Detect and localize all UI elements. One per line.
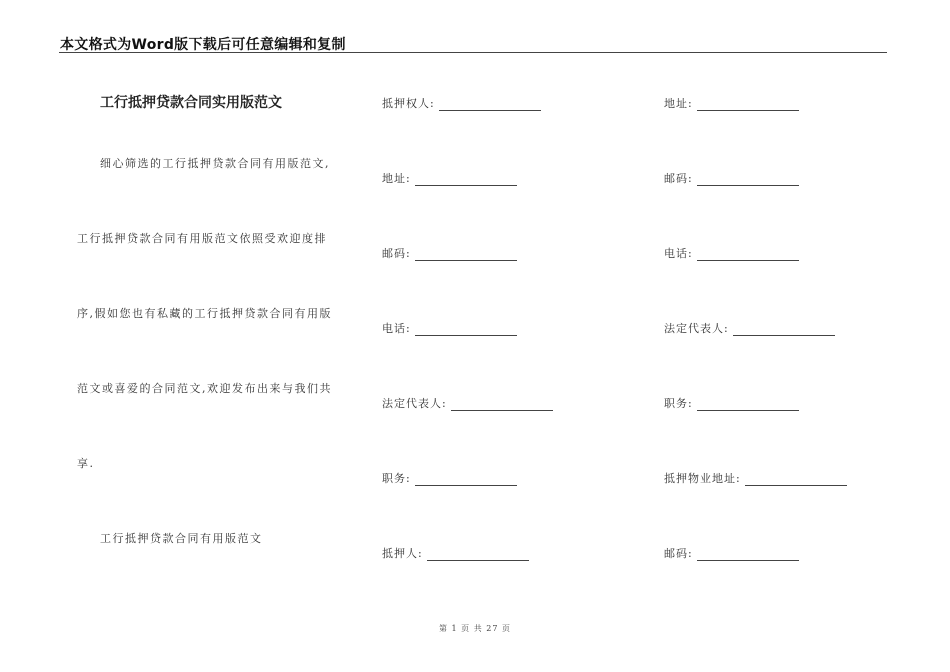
form-field (382, 320, 517, 336)
form-field (382, 395, 553, 411)
blank-line (697, 250, 799, 261)
blank-line (451, 400, 553, 411)
form-field (382, 95, 541, 111)
paragraph-line: 范文或喜爱的合同范文,欢迎发布出来与我们共 (77, 382, 332, 395)
field-label: 法定代表人: (664, 322, 729, 335)
field-label: 抵押物业地址: (664, 472, 741, 485)
field-label: 法定代表人: (382, 397, 447, 410)
section-subtitle: 工行抵押贷款合同有用版范文 (100, 532, 263, 545)
field-label: 地址: (664, 97, 693, 110)
blank-line (415, 475, 517, 486)
form-field (382, 470, 517, 486)
blank-line (697, 175, 799, 186)
header-divider (59, 52, 887, 53)
field-label: 邮码: (664, 172, 693, 185)
form-field (664, 95, 799, 111)
field-label: 邮码: (664, 547, 693, 560)
form-field (664, 170, 799, 186)
form-field (664, 395, 799, 411)
form-field (664, 245, 799, 261)
form-field (664, 320, 835, 336)
form-field (664, 470, 847, 486)
blank-line (697, 550, 799, 561)
blank-line (415, 325, 517, 336)
blank-line (415, 175, 517, 186)
field-label: 电话: (664, 247, 693, 260)
form-field (382, 170, 517, 186)
field-label: 职务: (664, 397, 693, 410)
paragraph-line: 细心筛选的工行抵押贷款合同有用版范文, (100, 157, 330, 170)
field-label: 职务: (382, 472, 411, 485)
blank-line (427, 550, 529, 561)
blank-line (415, 250, 517, 261)
field-label: 邮码: (382, 247, 411, 260)
form-field (382, 245, 517, 261)
header-title: 本文格式为Word版下载后可任意编辑和复制 (60, 37, 346, 53)
paragraph-line: 序,假如您也有私藏的工行抵押贷款合同有用版 (77, 307, 332, 320)
form-field (382, 545, 529, 561)
form-field (664, 545, 799, 561)
blank-line (745, 475, 847, 486)
blank-line (697, 100, 799, 111)
document-title: 工行抵押贷款合同实用版范文 (100, 95, 282, 111)
field-label: 抵押人: (382, 547, 423, 560)
paragraph-line: 工行抵押贷款合同有用版范文依照受欢迎度排 (77, 232, 327, 245)
blank-line (733, 325, 835, 336)
page-number: 第 1 页 共 27 页 (439, 624, 511, 633)
paragraph-line: 享. (77, 457, 95, 470)
blank-line (697, 400, 799, 411)
field-label: 抵押权人: (382, 97, 435, 110)
field-label: 地址: (382, 172, 411, 185)
field-label: 电话: (382, 322, 411, 335)
blank-line (439, 100, 541, 111)
